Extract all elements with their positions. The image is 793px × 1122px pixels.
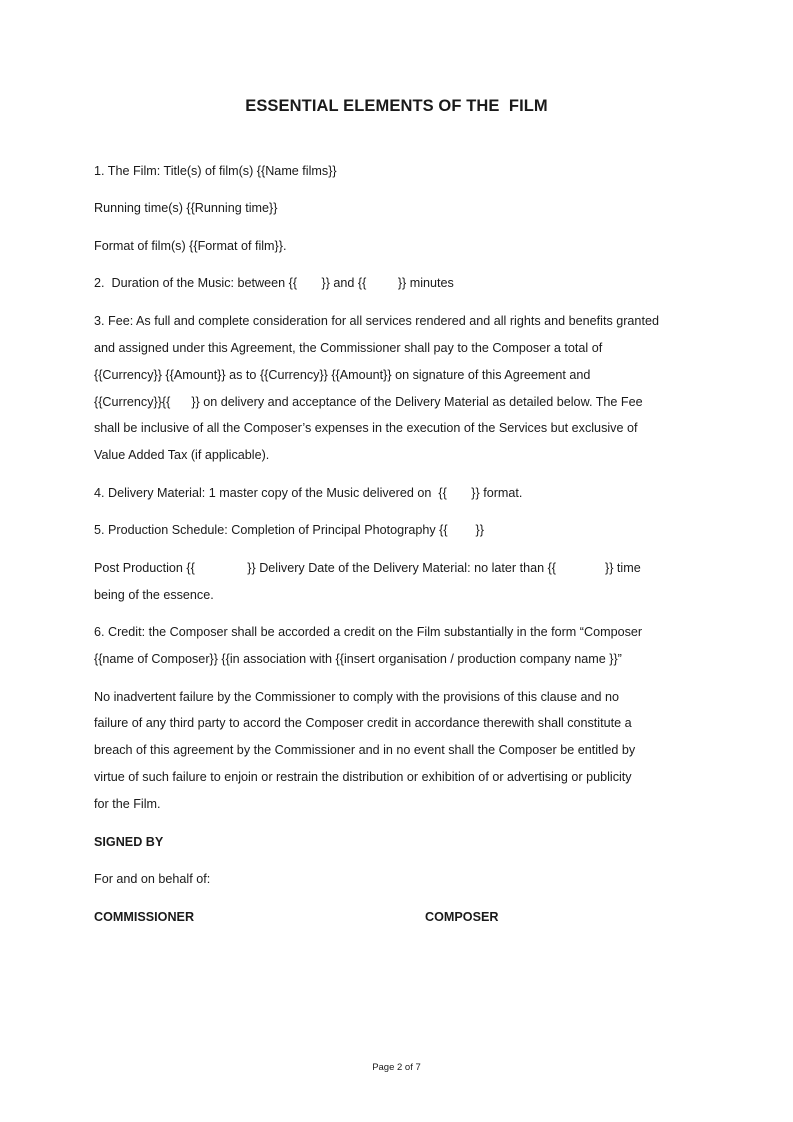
failure-clause-line: breach of this agreement by the Commissioner and in no event shall the Composer be entitled by [94,743,636,757]
film-title-line: 1. The Film: Title(s) of film(s) {{Name films}} [94,164,337,178]
post-production-line: being of the essence. [94,588,214,602]
failure-clause-line: virtue of such failure to enjoin or restrain the distribution or exhibition of or advertising or publicity [94,770,632,784]
duration-line: 2. Duration of the Music: between {{ }} and {{ }} minutes [94,276,454,290]
fee-line: {{Currency}}{{ }} on delivery and acceptance of the Delivery Material as detailed below. The Fee [94,395,643,409]
fee-line: {{Currency}} {{Amount}} as to {{Currency}} {{Amount}} on signature of this Agreement and [94,368,591,382]
credit-line: {{name of Composer}} {{in association with {{insert organisation / production company name }}” [94,652,622,666]
signed-by-heading: SIGNED BY [94,835,164,849]
document-title: ESSENTIAL ELEMENTS OF THE FILM [245,97,548,115]
commissioner-label: COMMISSIONER [94,910,195,924]
failure-clause-line: No inadvertent failure by the Commissioner to comply with the provisions of this clause and no [94,690,619,704]
on-behalf-line: For and on behalf of: [94,872,211,886]
delivery-material-line: 4. Delivery Material: 1 master copy of the Music delivered on {{ }} format. [94,486,523,500]
composer-label: COMPOSER [425,910,499,924]
fee-line: 3. Fee: As full and complete consideration for all services rendered and all rights and benefits granted [94,314,659,328]
running-time-line: Running time(s) {{Running time}} [94,201,278,215]
page-number: Page 2 of 7 [372,1062,421,1073]
failure-clause-line: for the Film. [94,797,161,811]
film-format-line: Format of film(s) {{Format of film}}. [94,239,287,253]
production-schedule-line: 5. Production Schedule: Completion of Principal Photography {{ }} [94,523,484,537]
fee-line: shall be inclusive of all the Composer’s expenses in the execution of the Services but exclusive of [94,421,638,435]
credit-line: 6. Credit: the Composer shall be accorded a credit on the Film substantially in the form “Composer [94,625,643,639]
failure-clause-line: failure of any third party to accord the Composer credit in accordance therewith shall constitute a [94,716,632,730]
fee-line: Value Added Tax (if applicable). [94,448,270,462]
fee-line: and assigned under this Agreement, the Commissioner shall pay to the Composer a total of [94,341,603,355]
post-production-line: Post Production {{ }} Delivery Date of the Delivery Material: no later than {{ }} time [94,561,641,575]
